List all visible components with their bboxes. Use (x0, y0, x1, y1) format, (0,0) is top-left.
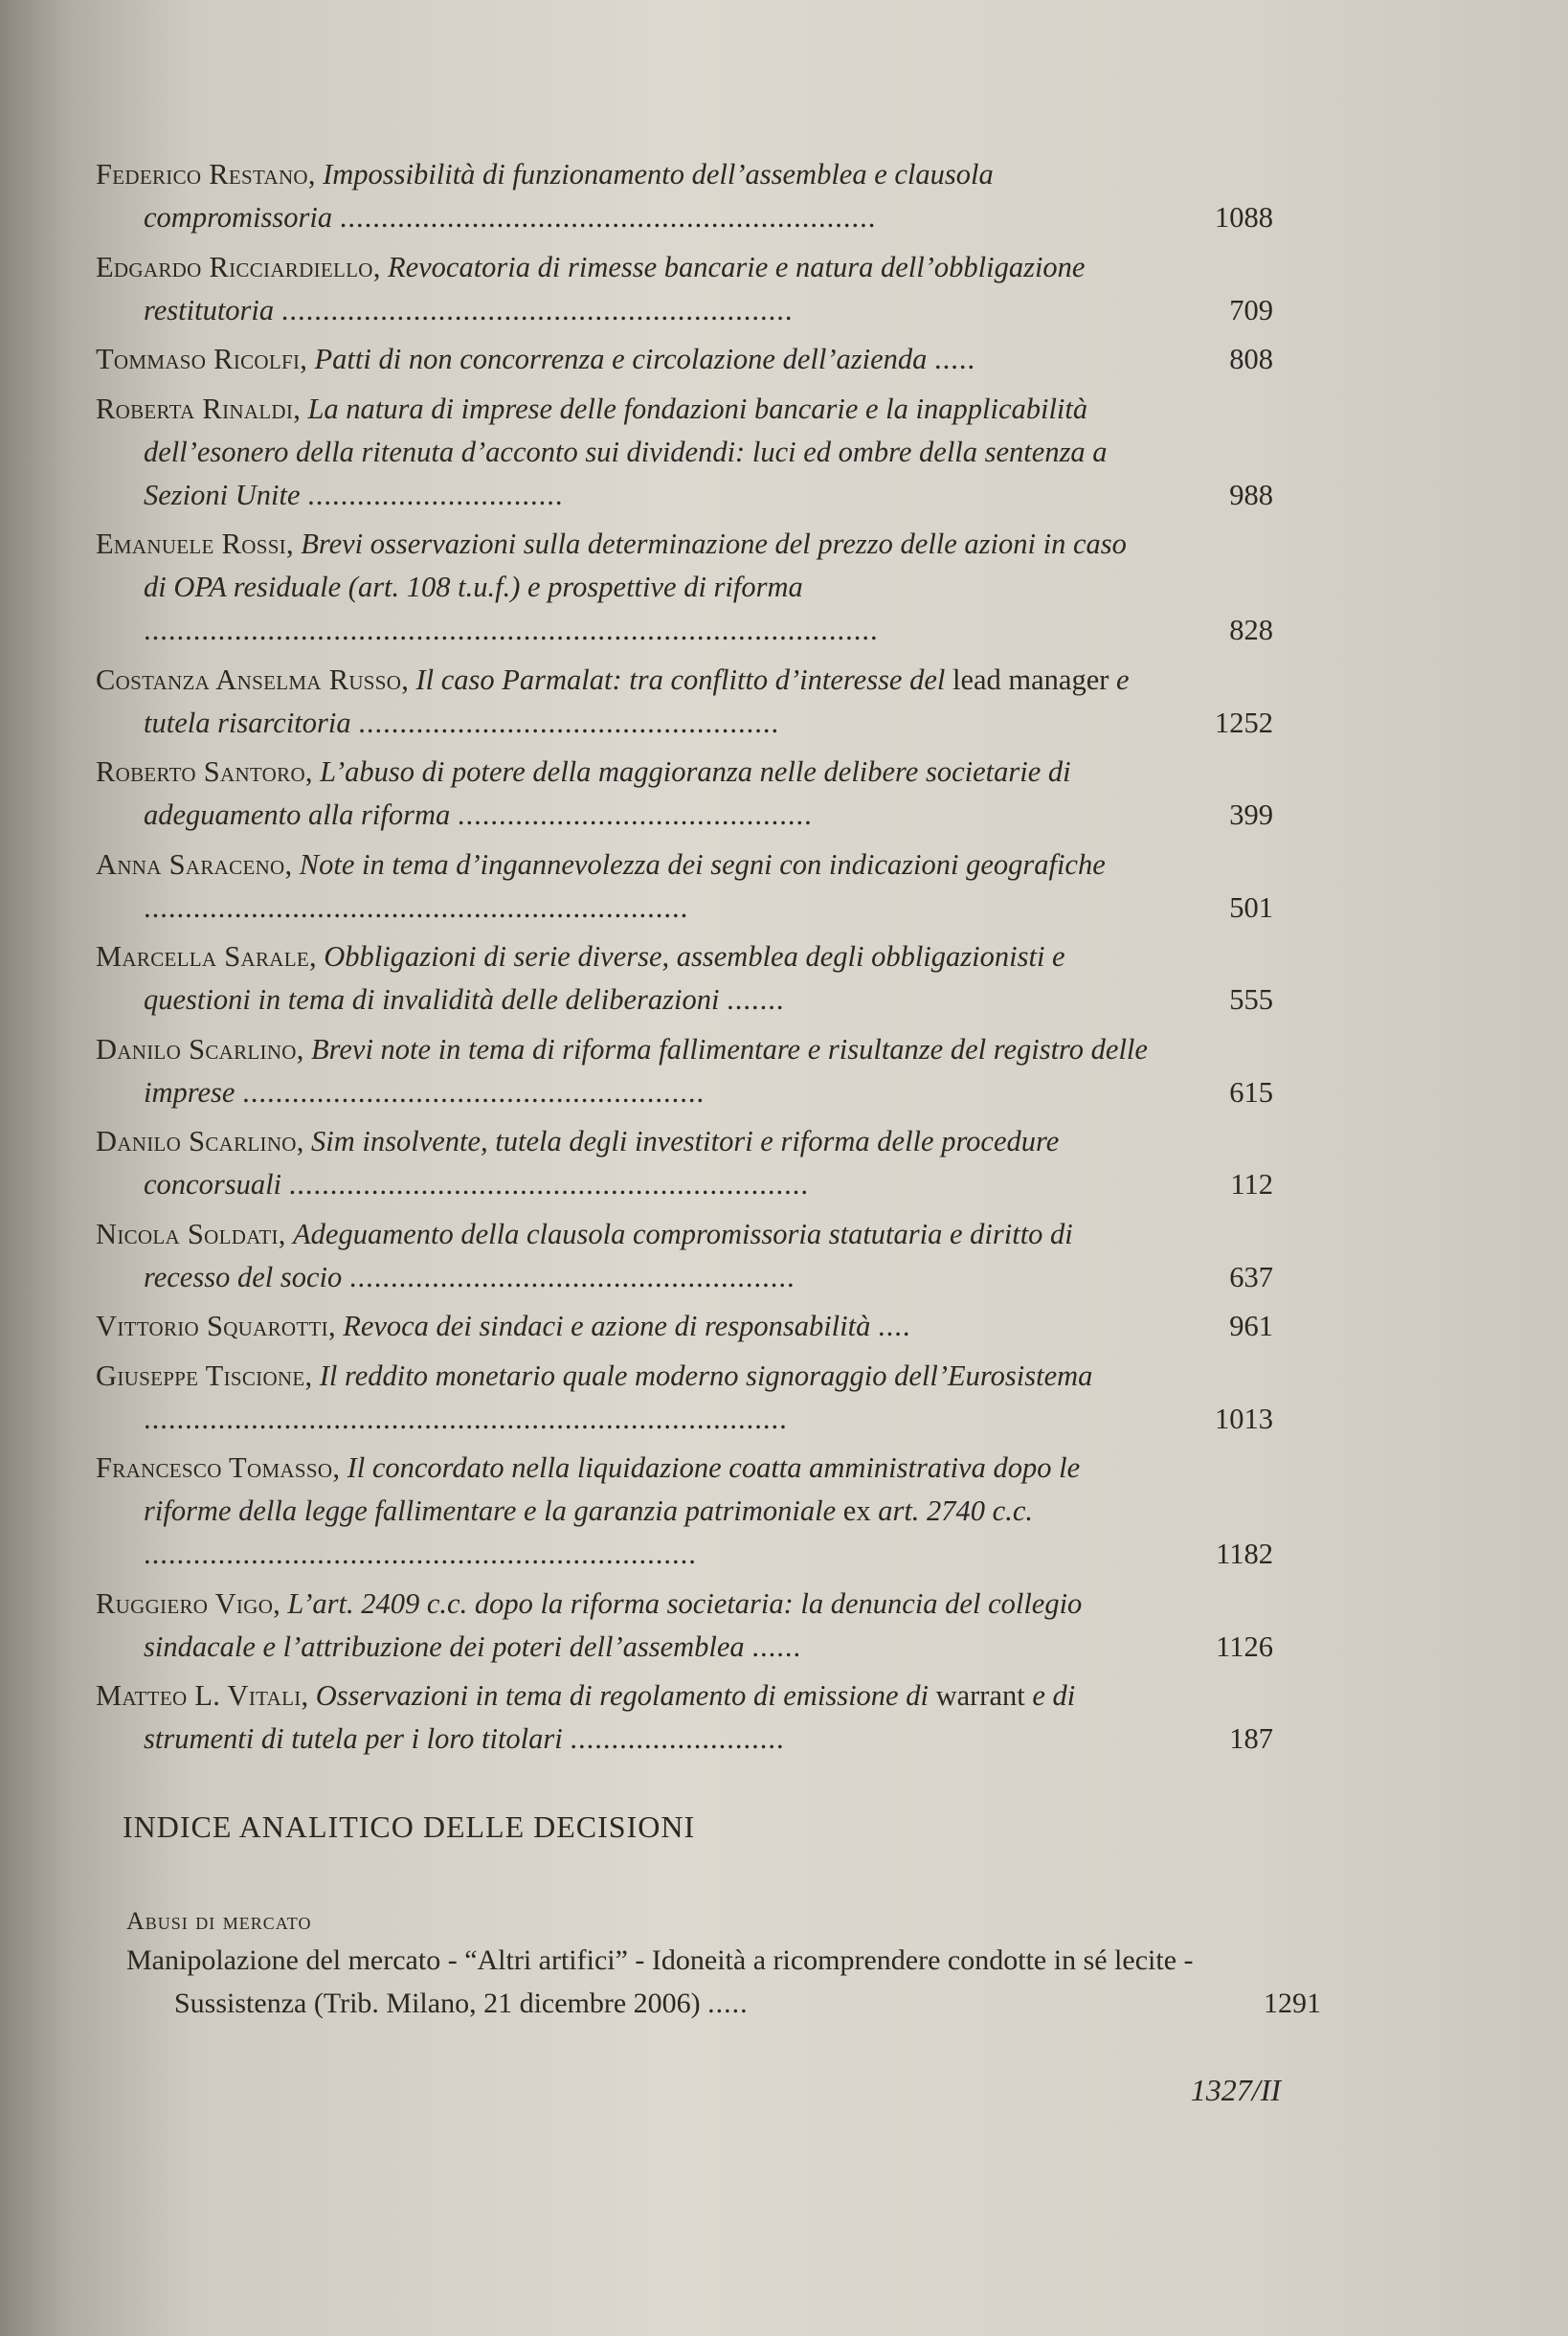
entry-title: Brevi note in tema di riforma fallimentare e risultanze del registro delle imprese (144, 1032, 1148, 1109)
entry-author: Roberto Santoro (96, 755, 305, 788)
page-folio: 1327/II (1190, 2073, 1281, 2107)
entry-title: Revocatoria di rimesse bancarie e natura dell’obbligazione restitutoria (144, 250, 1086, 326)
entry-page-number: 709 (1229, 293, 1273, 326)
leader-dots: ..... (934, 343, 976, 375)
entry-author: Vittorio Squarotti (96, 1310, 328, 1342)
entry-title: L’abuso di potere della maggioranza nelle delibere societarie di adeguamento alla riforma (144, 755, 1071, 831)
leader-dots: ................................................................. (339, 201, 877, 234)
leader-dots: .................................................................. (144, 890, 689, 924)
entry-author: Costanza Anselma Russo (96, 663, 402, 696)
index-entry: Danilo Scarlino, Brevi note in tema di riforma fallimentare e risultanze del registro delle imprese ........................................................ 615 (96, 1028, 1283, 1114)
entry-page-number: 555 (1229, 983, 1273, 1016)
index-entry: Francesco Tomasso, Il concordato nella liquidazione coatta amministrativa dopo le riforme della legge fallimentare e la garanzia patrimoniale ex art. 2740 c.c. ................................................................... 1182 (96, 1447, 1283, 1576)
entry-page-number: 1088 (1215, 201, 1273, 234)
entry-page-number: 615 (1229, 1075, 1273, 1109)
leader-dots: .............................................................................. (144, 1402, 788, 1435)
leader-dots: ............................... (307, 478, 564, 511)
leader-dots: ..... (707, 1988, 749, 2019)
leader-dots: ........................................... (457, 798, 813, 831)
index-entry: Tommaso Ricolfi, Patti di non concorrenza e circolazione dell’azienda ..... 808 (96, 338, 1283, 381)
entry-page-number: 988 (1229, 478, 1273, 511)
entry-author: Danilo Scarlino (96, 1032, 297, 1066)
entry-author: Emanuele Rossi (96, 528, 286, 560)
entry-page-number: 637 (1229, 1260, 1273, 1293)
entry-title: Brevi osservazioni sulla determinazione del prezzo delle azioni in caso di OPA residuale (art. 108 t.u.f.) e prospettive di riforma (144, 528, 1127, 603)
entry-title: Note in tema d’ingannevolezza dei segni con indicazioni geografiche (299, 847, 1106, 881)
leader-dots: ...... (751, 1629, 802, 1663)
leader-dots: ................................................................... (144, 1538, 697, 1570)
entry-author: Matteo L. Vitali (96, 1679, 302, 1712)
entry-title: Osservazioni in tema di regolamento di emissione di (315, 1679, 929, 1712)
index-entry: Emanuele Rossi, Brevi osservazioni sulla determinazione del prezzo delle azioni in caso di OPA residuale (art. 108 t.u.f.) e prospettive di riforma ......................................................................................... 828 (96, 523, 1283, 652)
entry-page-number: 1013 (1215, 1402, 1273, 1435)
leader-dots: ................................................... (358, 706, 780, 739)
entry-page-number: 1252 (1215, 706, 1273, 739)
leader-dots: ............................................................... (288, 1168, 810, 1201)
leader-dots: .............................................................. (280, 293, 794, 326)
entry-author: Tommaso Ricolfi (96, 343, 301, 375)
index-entry: Edgardo Ricciardiello, Revocatoria di rimesse bancarie e natura dell’obbligazione restitutoria .............................................................. 709 (96, 246, 1283, 332)
leader-dots: .... (877, 1310, 911, 1342)
entry-author: Edgardo Ricciardiello (96, 250, 373, 283)
entry-title: Patti di non concorrenza e circolazione dell’azienda (314, 343, 928, 375)
entry-author: Nicola Soldati (96, 1217, 279, 1250)
entry-author: Anna Saraceno (96, 847, 285, 881)
entry-title: Obbligazioni di serie diverse, assemblea degli obbligazionisti e questioni in tema di invalidità delle deliberazioni (144, 940, 1065, 1016)
entry-title-continued: e tutela risarcitoria (144, 663, 1130, 739)
index-entry: Matteo L. Vitali, Osservazioni in tema di regolamento di emissione di warrant e di strumenti di tutela per i loro titolari .......................... 187 (96, 1674, 1283, 1761)
entry-title-roman: ex (842, 1494, 871, 1527)
entry-title: L’art. 2409 c.c. dopo la riforma societaria: la denuncia del collegio sindacale e l’attribuzione dei poteri dell’assemblea (144, 1586, 1083, 1663)
entry-title-roman: warrant (935, 1679, 1025, 1712)
author-index (96, 153, 1283, 1767)
entry-page-number: 1182 (1216, 1538, 1273, 1570)
entry-title-continued: art. 2740 c.c. (878, 1494, 1034, 1527)
entry-page-number: 808 (1229, 343, 1273, 375)
index-entry: Nicola Soldati, Adeguamento della clausola compromissoria statutaria e diritto di recesso del socio ...................................................... 637 (96, 1213, 1283, 1299)
index-entry: Anna Saraceno, Note in tema d’ingannevolezza dei segni con indicazioni geografiche .................................................................. 501 (96, 843, 1283, 930)
entry-author: Roberta Rinaldi (96, 392, 294, 425)
entry-title: Il concordato nella liquidazione coatta amministrativa dopo le riforme della legge fallimentare e la garanzia patrimoniale (144, 1451, 1081, 1527)
entry-title-roman: lead manager (952, 663, 1109, 696)
entry-author: Federico Restano (96, 158, 308, 191)
entry-page-number: 1126 (1216, 1629, 1273, 1663)
entry-title: Il reddito monetario quale moderno signoraggio dell’Eurosistema (319, 1359, 1093, 1392)
decision-entry (126, 1939, 1331, 2025)
index-entry: Giuseppe Tiscione, Il reddito monetario quale moderno signoraggio dell’Eurosistema .............................................................................. 1013 (96, 1355, 1283, 1441)
index-entry: Vittorio Squarotti, Revoca dei sindaci e azione di responsabilità .... 961 (96, 1305, 1283, 1348)
leader-dots: ......................................................................................... (144, 614, 879, 646)
entry-title: Adeguamento della clausola compromissoria statutaria e diritto di recesso del socio (144, 1217, 1073, 1293)
entry-page-number: 187 (1229, 1722, 1273, 1755)
leader-dots: ....... (727, 983, 785, 1016)
entry-page-number: 399 (1229, 798, 1273, 831)
decision-page-number: 1291 (1264, 1988, 1321, 2019)
entry-page-number: 828 (1229, 614, 1273, 646)
index-entry: Ruggiero Vigo, L’art. 2409 c.c. dopo la riforma societaria: la denuncia del collegio sindacale e l’attribuzione dei poteri dell’assemblea ...... 1126 (96, 1583, 1283, 1669)
entry-author: Danilo Scarlino (96, 1125, 297, 1157)
index-entry: Marcella Sarale, Obbligazioni di serie diverse, assemblea degli obbligazionisti e questioni in tema di invalidità delle deliberazioni ....... 555 (96, 935, 1283, 1022)
subject-heading: Abusi di mercato (126, 1907, 312, 1935)
entry-title-continued: e di strumenti di tutela per i loro titolari (144, 1679, 1076, 1755)
entry-page-number: 961 (1229, 1310, 1273, 1342)
entry-title: La natura di imprese delle fondazioni bancarie e la inapplicabilità dell’esonero della ritenuta d’acconto sui dividendi: luci ed ombre della sentenza a Sezioni Unite (144, 392, 1108, 511)
decision-text: Manipolazione del mercato - “Altri artifici” - Idoneità a ricomprendere condotte in sé lecite - Sussistenza (Trib. Milano, 21 dicembre 2006) (126, 1944, 1194, 2019)
entry-title: Revoca dei sindaci e azione di responsabilità (343, 1310, 871, 1342)
entry-page-number: 112 (1230, 1168, 1273, 1201)
leader-dots: ........................................................ (242, 1075, 706, 1109)
index-entry: Danilo Scarlino, Sim insolvente, tutela degli investitori e riforma delle procedure concorsuali ............................................................... 112 (96, 1120, 1283, 1206)
entry-author: Ruggiero Vigo (96, 1586, 274, 1620)
index-entry: Roberta Rinaldi, La natura di imprese delle fondazioni bancarie e la inapplicabilità dell’esonero della ritenuta d’acconto sui dividendi: luci ed ombre della sentenza a Sezioni Unite ............................... 988 (96, 388, 1283, 517)
entry-author: Marcella Sarale (96, 940, 310, 973)
entry-title: Sim insolvente, tutela degli investitori e riforma delle procedure concorsuali (144, 1125, 1060, 1201)
leader-dots: .......................... (570, 1722, 785, 1755)
index-entry: Roberto Santoro, L’abuso di potere della maggioranza nelle delibere societarie di adeguamento alla riforma ........................................... 399 (96, 751, 1283, 837)
entry-title: Impossibilità di funzionamento dell’assemblea e clausola compromissoria (144, 158, 994, 234)
section-heading: INDICE ANALITICO DELLE DECISIONI (123, 1809, 696, 1844)
entry-author: Giuseppe Tiscione (96, 1359, 305, 1392)
leader-dots: ...................................................... (348, 1260, 795, 1293)
index-entry: Costanza Anselma Russo, Il caso Parmalat: tra conflitto d’interesse del lead manager e tutela risarcitoria ................................................... 1252 (96, 659, 1283, 745)
entry-author: Francesco Tomasso (96, 1451, 333, 1484)
index-entry: Federico Restano, Impossibilità di funzionamento dell’assemblea e clausola compromissoria ................................................................. 1088 (96, 153, 1283, 239)
entry-title: Il caso Parmalat: tra conflitto d’interesse del (415, 663, 946, 696)
entry-page-number: 501 (1229, 890, 1273, 924)
